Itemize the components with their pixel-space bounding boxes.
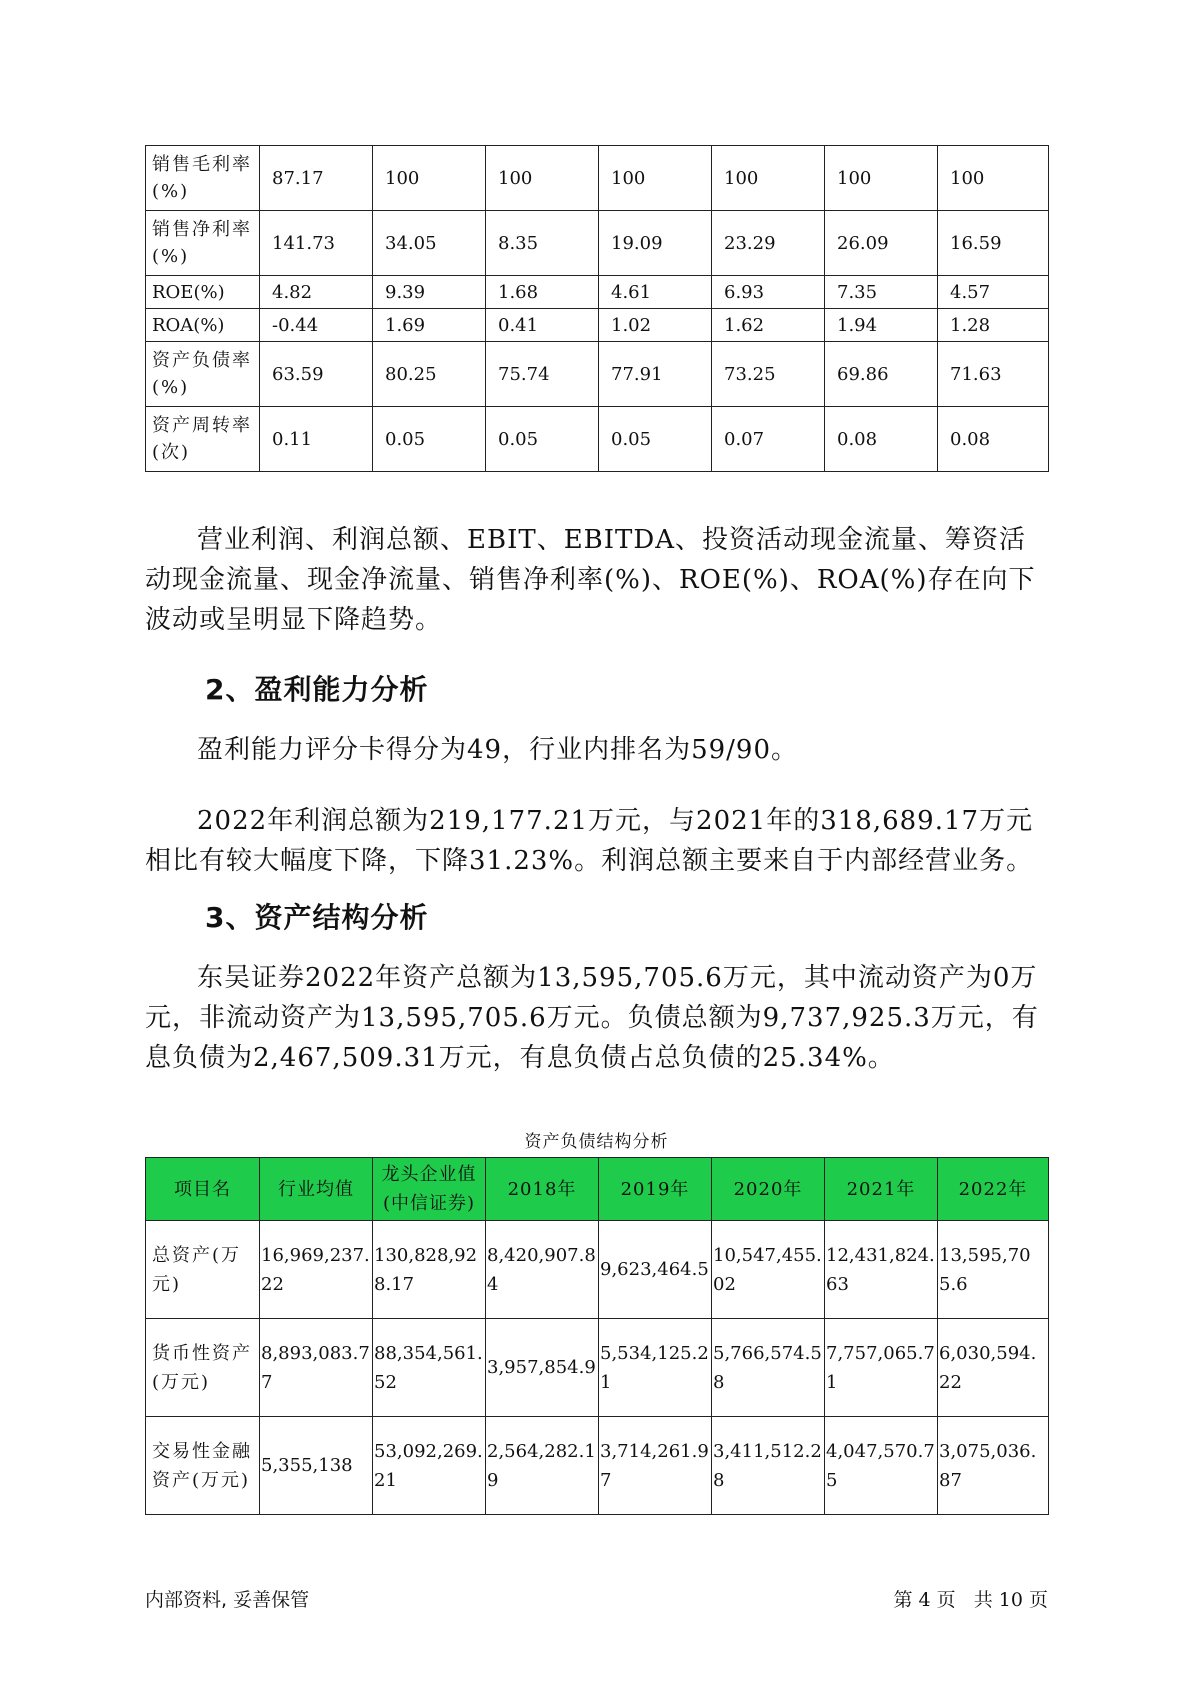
table-cell: 3,075,036.87 <box>938 1417 1049 1515</box>
row-label: 销售净利率(%) <box>146 211 260 276</box>
table-cell: 0.08 <box>938 407 1049 472</box>
table-cell: 141.73 <box>260 211 373 276</box>
table-cell: 1.28 <box>938 309 1049 342</box>
table-header-row <box>146 1158 1049 1221</box>
table-row <box>146 342 1049 407</box>
table-cell: 4.61 <box>599 276 712 309</box>
table-cell: 0.07 <box>712 407 825 472</box>
table-cell: 5,766,574.58 <box>712 1319 825 1417</box>
table-cell: 3,714,261.97 <box>599 1417 712 1515</box>
column-header: 行业均值 <box>260 1158 373 1221</box>
table-cell: 63.59 <box>260 342 373 407</box>
table-cell: 8.35 <box>486 211 599 276</box>
paragraph-assets: 东吴证券2022年资产总额为13,595,705.6万元，其中流动资产为0万元，非流动资产为13,595,705.6万元。负债总额为9,737,925.3万元，有息负债为2,467,509.31万元，有息负债占总负债的25.34%。 <box>145 963 1039 1073</box>
table-cell: 6.93 <box>712 276 825 309</box>
table-cell: 8,420,907.84 <box>486 1221 599 1319</box>
table-cell: 87.17 <box>260 146 373 211</box>
table-cell: 1.62 <box>712 309 825 342</box>
column-header: 2018年 <box>486 1158 599 1221</box>
table-cell: 1.68 <box>486 276 599 309</box>
table-cell: 0.05 <box>373 407 486 472</box>
table-cell: 100 <box>938 146 1049 211</box>
table-row <box>146 1319 1049 1417</box>
table-cell: 7,757,065.71 <box>825 1319 938 1417</box>
balance-structure-table <box>145 1157 1049 1515</box>
table-cell: 9,623,464.5 <box>599 1221 712 1319</box>
table-row <box>146 1221 1049 1319</box>
row-label: ROE(%) <box>146 276 260 309</box>
paragraph-trend: 营业利润、利润总额、EBIT、EBITDA、投资活动现金流量、筹资活动现金流量、现金净流量、销售净利率(%)、ROE(%)、ROA(%)存在向下波动或呈明显下降趋势。 <box>145 525 1036 635</box>
footer-page-number: 第 4 页 共 10 页 <box>893 1589 1048 1611</box>
table-cell: 100 <box>599 146 712 211</box>
table-cell: 0.05 <box>599 407 712 472</box>
table-cell: 1.94 <box>825 309 938 342</box>
table-cell: 100 <box>486 146 599 211</box>
ratio-table <box>145 145 1049 472</box>
table-row <box>146 407 1049 472</box>
row-label: 总资产(万元) <box>146 1221 260 1319</box>
row-label: ROA(%) <box>146 309 260 342</box>
row-label: 销售毛利率(%) <box>146 146 260 211</box>
table-cell: 1.02 <box>599 309 712 342</box>
paragraph-profit: 2022年利润总额为219,177.21万元，与2021年的318,689.17万元相比有较大幅度下降，下降31.23%。利润总额主要来自于内部经营业务。 <box>145 806 1034 876</box>
table-cell: 3,411,512.28 <box>712 1417 825 1515</box>
table-cell: 77.91 <box>599 342 712 407</box>
table-cell: 1.69 <box>373 309 486 342</box>
table-cell: 5,534,125.21 <box>599 1319 712 1417</box>
table-cell: 13,595,705.6 <box>938 1221 1049 1319</box>
column-header: 2021年 <box>825 1158 938 1221</box>
column-header: 2019年 <box>599 1158 712 1221</box>
heading-asset-structure: 3、资产结构分析 <box>205 901 429 934</box>
column-header: 2022年 <box>938 1158 1049 1221</box>
table-cell: 69.86 <box>825 342 938 407</box>
table-cell: 4.82 <box>260 276 373 309</box>
table-cell: 23.29 <box>712 211 825 276</box>
table-cell: 75.74 <box>486 342 599 407</box>
table-cell: 100 <box>373 146 486 211</box>
table-cell: 4,047,570.75 <box>825 1417 938 1515</box>
table-cell: 0.41 <box>486 309 599 342</box>
table-row <box>146 309 1049 342</box>
table-cell: 0.05 <box>486 407 599 472</box>
table-cell: 6,030,594.22 <box>938 1319 1049 1417</box>
table-cell: 71.63 <box>938 342 1049 407</box>
table-cell: 53,092,269.21 <box>373 1417 486 1515</box>
table-cell: 88,354,561.52 <box>373 1319 486 1417</box>
table-cell: -0.44 <box>260 309 373 342</box>
table-caption: 资产负债结构分析 <box>524 1132 669 1152</box>
table-row <box>146 276 1049 309</box>
table-cell: 80.25 <box>373 342 486 407</box>
table-cell: 16.59 <box>938 211 1049 276</box>
table-cell: 3,957,854.9 <box>486 1319 599 1417</box>
column-header: 项目名 <box>146 1158 260 1221</box>
table-cell: 5,355,138 <box>260 1417 373 1515</box>
table-cell: 100 <box>712 146 825 211</box>
table-cell: 7.35 <box>825 276 938 309</box>
table-cell: 26.09 <box>825 211 938 276</box>
table-cell: 73.25 <box>712 342 825 407</box>
table-cell: 4.57 <box>938 276 1049 309</box>
table-cell: 0.11 <box>260 407 373 472</box>
paragraph-score: 盈利能力评分卡得分为49，行业内排名为59/90。 <box>197 735 799 765</box>
heading-profitability: 2、盈利能力分析 <box>205 673 429 706</box>
table-cell: 12,431,824.63 <box>825 1221 938 1319</box>
row-label: 资产周转率(次) <box>146 407 260 472</box>
column-header: 龙头企业值(中信证券) <box>373 1158 486 1221</box>
table-cell: 100 <box>825 146 938 211</box>
row-label: 货币性资产(万元) <box>146 1319 260 1417</box>
table-cell: 9.39 <box>373 276 486 309</box>
table-row <box>146 1417 1049 1515</box>
table-cell: 34.05 <box>373 211 486 276</box>
table-cell: 2,564,282.19 <box>486 1417 599 1515</box>
table-cell: 16,969,237.22 <box>260 1221 373 1319</box>
table-cell: 19.09 <box>599 211 712 276</box>
footer-confidential: 内部资料, 妥善保管 <box>145 1589 310 1611</box>
table-cell: 10,547,455.02 <box>712 1221 825 1319</box>
row-label: 交易性金融资产(万元) <box>146 1417 260 1515</box>
table-row <box>146 211 1049 276</box>
row-label: 资产负债率(%) <box>146 342 260 407</box>
column-header: 2020年 <box>712 1158 825 1221</box>
table-cell: 130,828,928.17 <box>373 1221 486 1319</box>
table-cell: 8,893,083.77 <box>260 1319 373 1417</box>
table-row <box>146 146 1049 211</box>
table-cell: 0.08 <box>825 407 938 472</box>
